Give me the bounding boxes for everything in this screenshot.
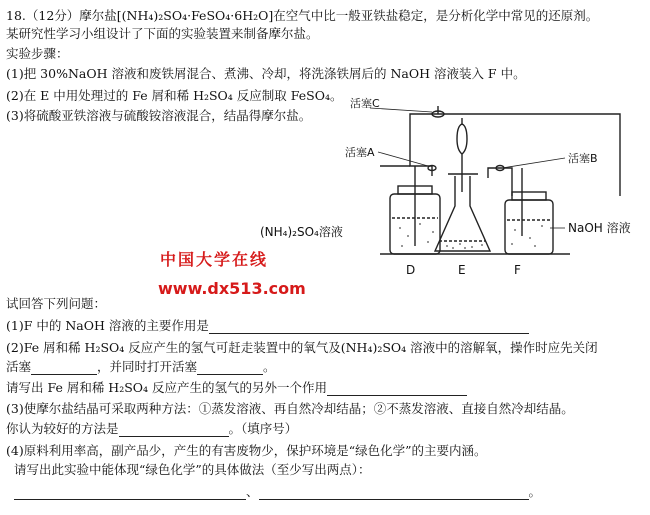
question-3b-text: 你认为较好的方法是 <box>6 421 119 436</box>
answer-blank-2a[interactable] <box>31 361 97 375</box>
question-1-text: (1)F 中的 NaOH 溶液的主要作用是 <box>6 318 209 333</box>
label-right-solution: NaOH 溶液 <box>568 221 631 235</box>
question-1 <box>6 318 529 334</box>
answer-blank-4a[interactable] <box>14 486 246 500</box>
answer-blank-2c[interactable] <box>327 382 467 396</box>
answer-end: 。 <box>528 484 542 499</box>
label-d: D <box>406 263 416 277</box>
apparatus-diagram <box>250 96 650 286</box>
step-3: (3)将硫酸亚铁溶液与硫酸铵溶液混合，结晶得摩尔盐。 <box>6 108 312 123</box>
answer-separator: 、 <box>246 484 259 499</box>
label-left-solution: (NH₄)₂SO₄溶液 <box>260 225 343 239</box>
watermark-logo: 中国大学在线 <box>160 250 269 269</box>
question-4b: 请写出此实验中能体现“绿色化学”的具体做法（至少写出两点）： <box>14 462 371 477</box>
watermark-url: www.dx513.com <box>158 279 306 298</box>
label-e: E <box>458 263 466 277</box>
label-valve-a: 活塞A <box>345 146 375 159</box>
question-3b <box>6 421 297 437</box>
label-valve-b: 活塞B <box>568 152 598 165</box>
question-2c <box>6 380 467 396</box>
label-valve-c: 活塞C <box>350 97 380 110</box>
answer-blank-1[interactable] <box>209 320 529 334</box>
question-4-answers <box>14 484 541 500</box>
label-f: F <box>514 263 521 277</box>
answer-blank-4b[interactable] <box>259 486 529 500</box>
steps-heading: 实验步骤： <box>6 46 69 61</box>
answer-blank-3[interactable] <box>119 423 229 437</box>
question-3b-tail: 。（填序号） <box>228 421 298 436</box>
question-2a: (2)Fe 屑和稀 H₂SO₄ 反应产生的氢气可赶走装置中的氧气及(NH₄)₂SO₄ 溶液中的溶解氧，操作时应先关闭 <box>6 340 598 355</box>
questions-intro: 试回答下列问题： <box>6 296 107 311</box>
question-stem-2: 某研究性学习小组设计了下面的实验装置来制备摩尔盐。 <box>6 26 319 41</box>
question-2b-part1: 活塞 <box>6 359 32 374</box>
answer-blank-2b[interactable] <box>197 361 263 375</box>
step-2: (2)在 E 中用处理过的 Fe 屑和稀 H₂SO₄ 反应制取 FeSO₄。 <box>6 88 343 103</box>
question-2b-part3: 。 <box>263 359 276 374</box>
question-3a: (3)使摩尔盐结晶可采取两种方法：①蒸发溶液、再自然冷却结晶；②不蒸发溶液、直接自然冷却结晶。 <box>6 401 574 416</box>
question-4a: (4)原料利用率高，副产品少，产生的有害废物少，保护环境是“绿色化学”的主要内涵。 <box>6 443 487 458</box>
step-1: (1)把 30%NaOH 溶液和废铁屑混合、煮沸、冷却，将洗涤铁屑后的 NaOH 溶液装入 F 中。 <box>6 66 526 81</box>
question-2b-part2: ，并同时打开活塞 <box>97 359 198 374</box>
question-2b <box>6 359 276 375</box>
question-stem: 18.（12分）摩尔盐[(NH₄)₂SO₄·FeSO₄·6H₂O]在空气中比一般亚铁盐稳定，是分析化学中常见的还原剂。 <box>6 8 599 23</box>
question-2c-text: 请写出 Fe 屑和稀 H₂SO₄ 反应产生的氢气的另外一个作用 <box>6 380 328 395</box>
